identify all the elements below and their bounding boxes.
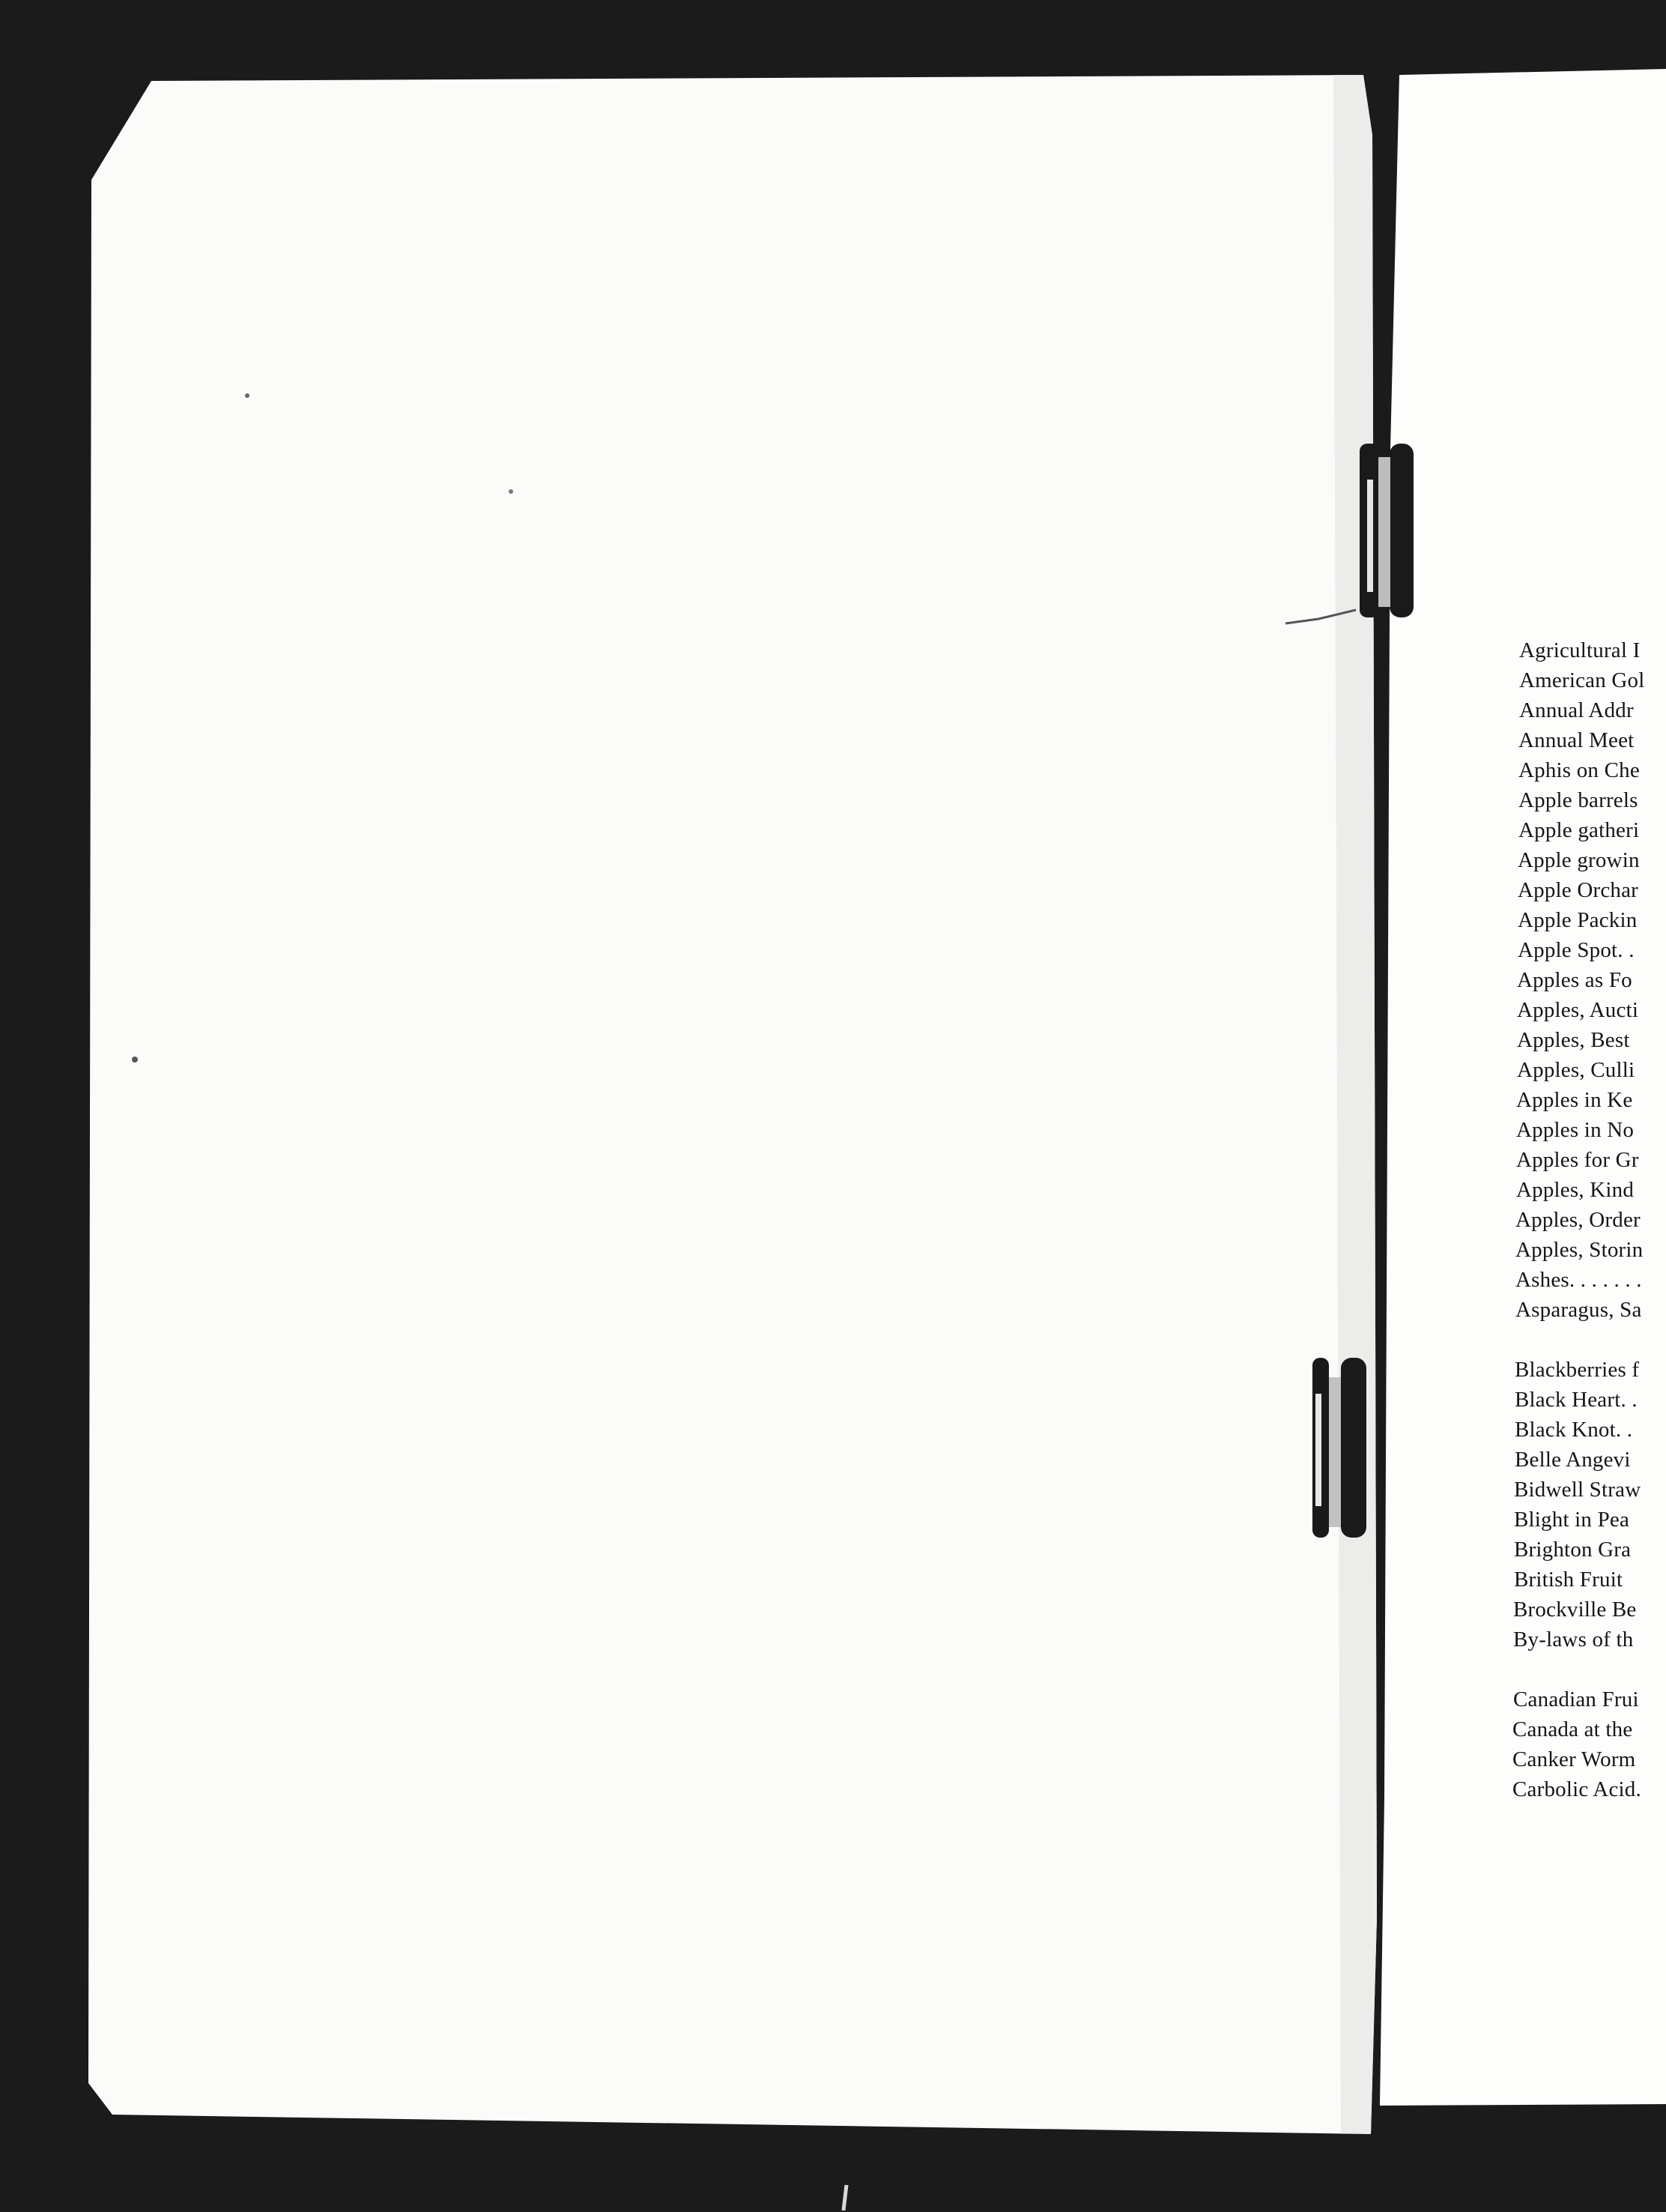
index-entry: Agricultural I: [1519, 638, 1641, 662]
index-entry: Apples, Kind: [1516, 1178, 1635, 1202]
index-entry: American Gol: [1519, 668, 1645, 692]
index-entry: Annual Meet: [1518, 728, 1635, 752]
index-entry: Apples, Culli: [1517, 1058, 1635, 1082]
index-entry: Canker Worm: [1512, 1747, 1636, 1771]
index-entry: Apples, Aucti: [1517, 998, 1639, 1022]
index-entry: British Fruit: [1514, 1568, 1623, 1592]
index-entry: Apple Packin: [1518, 908, 1638, 932]
index-entry: Blackberries f: [1515, 1358, 1640, 1382]
index-entry: Canada at the: [1512, 1717, 1633, 1741]
index-entry: Black Knot. .: [1515, 1418, 1633, 1442]
index-entry: Apples as Fo: [1517, 968, 1632, 992]
index-entry: Apples, Order: [1515, 1208, 1641, 1232]
index-entry: Apples, Best: [1517, 1028, 1630, 1052]
index-entry: Apples in No: [1516, 1118, 1635, 1142]
index-entry: Apple gatheri: [1518, 818, 1640, 842]
index-entry: Apples, Storin: [1515, 1238, 1644, 1262]
index-entry: Annual Addr: [1519, 698, 1634, 722]
index-entry: Carbolic Acid.: [1512, 1777, 1641, 1801]
index-entry: Apples for Gr: [1516, 1148, 1639, 1172]
index-entry: Asparagus, Sa: [1515, 1298, 1642, 1322]
index-entry: Bidwell Straw: [1514, 1478, 1641, 1502]
index-entry: Apple Spot. .: [1518, 938, 1635, 962]
index-entry: Aphis on Che: [1518, 758, 1640, 782]
index-entry: Blight in Pea: [1514, 1508, 1630, 1532]
index-entry: Apple growin: [1518, 848, 1640, 872]
index-entry: Apple Orchar: [1518, 878, 1639, 902]
index-entry: By-laws of th: [1513, 1628, 1634, 1652]
index-entry: Ashes. . . . . . .: [1515, 1268, 1642, 1292]
index-entry: Brighton Gra: [1514, 1538, 1632, 1562]
index-entry: Apple barrels: [1518, 788, 1638, 812]
index-entry: Black Heart. .: [1515, 1388, 1638, 1412]
index-entry: Belle Angevi: [1515, 1448, 1631, 1472]
index-entry: Canadian Frui: [1513, 1687, 1639, 1711]
index-entry: Brockville Be: [1513, 1598, 1637, 1622]
index-entry: Apples in Ke: [1516, 1088, 1633, 1112]
